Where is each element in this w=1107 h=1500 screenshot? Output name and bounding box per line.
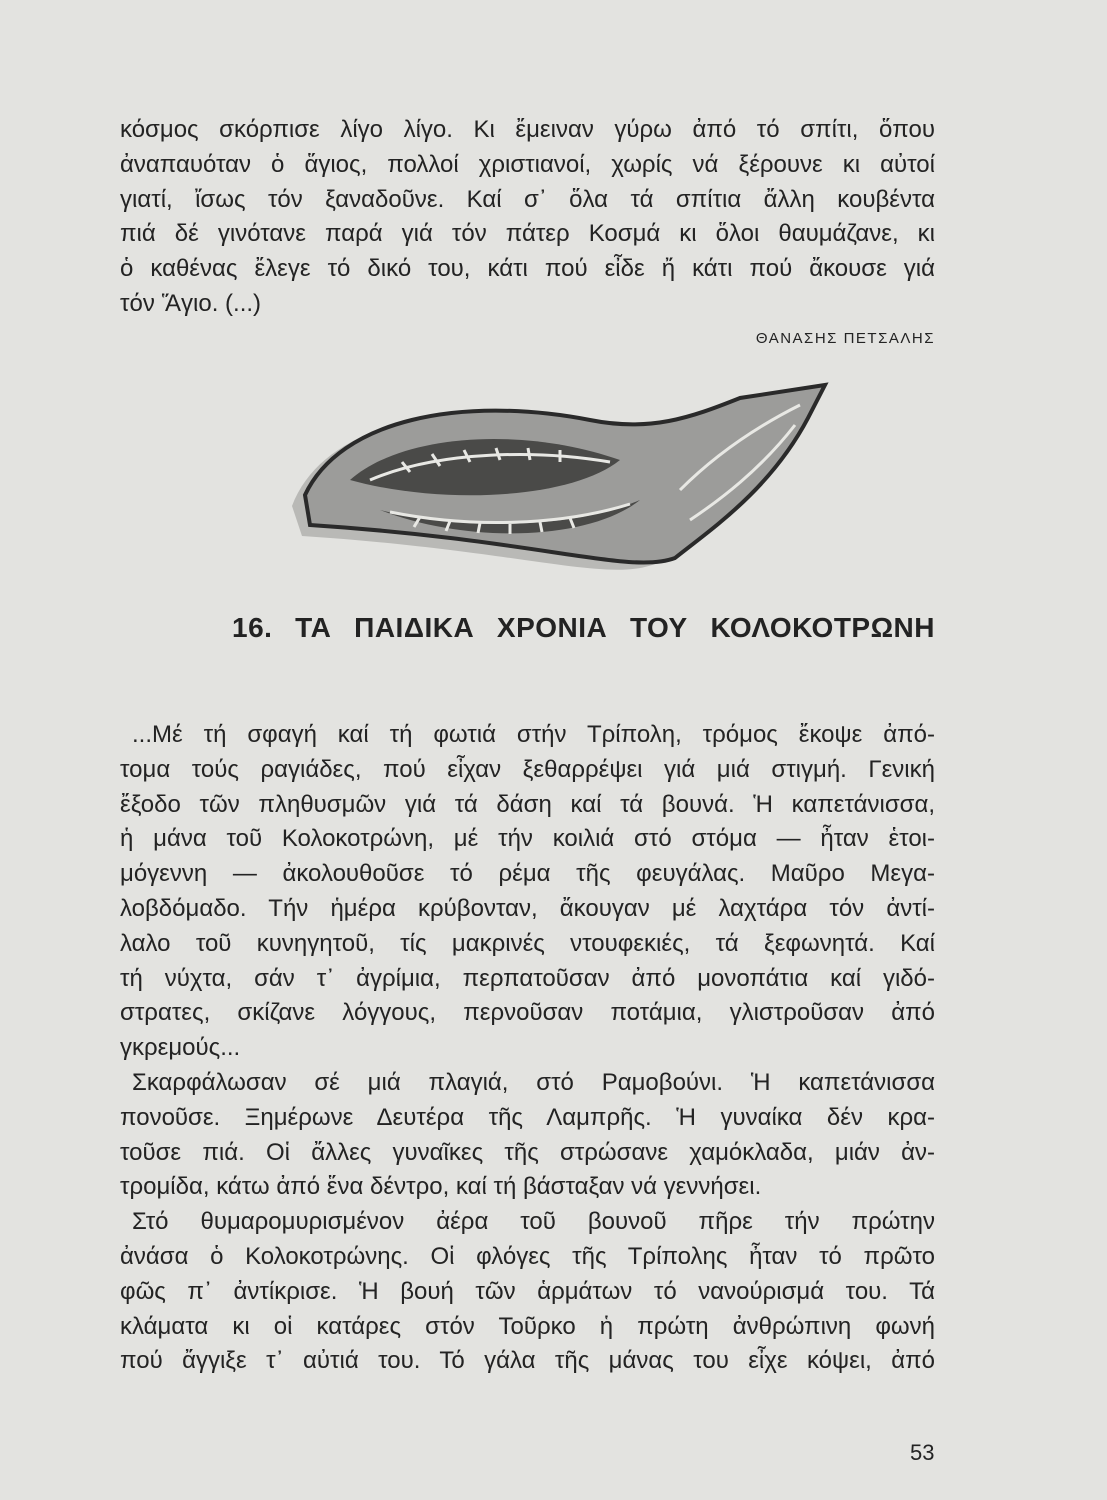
text-line: ...Μέ τή σφαγή καί τή φωτιά στήν Τρίπολη, τρόμος ἔκοψε ἀπό- [132,721,935,748]
text-line: φῶς π᾽ ἀντίκρισε. Ἡ βουή τῶν ἁρμάτων τό νανούρισμά του. Τά [120,1277,935,1305]
text-line: ὁ καθένας ἔλεγε τό δικό του, κάτι πού εἶδε ἤ κάτι πού ἄκουσε γιά [120,255,935,283]
text-line: γκρεμούς... [120,1034,241,1062]
text-line: Σκαρφάλωσαν σέ μιά πλαγιά, στό Ραμοβούνι. Ἡ καπετάνισσα [132,1068,935,1096]
text-line: λαλο τοῦ κυνηγητοῦ, τίς μακρινές ντουφεκιές, τά ξεφωνητά. Καί [120,929,935,957]
leaf-illustration [290,380,835,580]
text-line: ἀναπαυόταν ὁ ἅγιος, πολλοί χριστιανοί, χωρίς νά ξέρουνε κι αὐτοί [120,150,935,178]
text-line: ἔξοδο τῶν πληθυσμῶν γιά τά δάση καί τά βουνά. Ἡ καπετάνισσα, [120,790,935,818]
text-line: τομα τούς ραγιάδες, πού εἶχαν ξεθαρρέψει γιά μιά στιγμή. Γενική [120,755,935,783]
excerpt-text [120,113,935,322]
text-line: μόγεννη — ἀκολουθοῦσε τό ρέμα τῆς φευγάλας. Μαῦρο Μεγα- [120,860,935,888]
text-line: γιατί, ἴσως τόν ξαναδοῦνε. Καί σ᾽ ὅλα τά σπίτια ἄλλη κουβέντα [120,185,935,213]
page-number: 53 [910,1440,935,1465]
text-line: πού ἄγγιξε τ᾽ αὐτιά του. Τό γάλα τῆς μάνας του εἶχε κόψει, ἀπό [120,1347,935,1375]
text-line: κλάματα κι οἱ κατάρες στόν Τοῦρκο ἡ πρώτη ἀνθρώπινη φωνή [120,1312,935,1340]
text-line: τρομίδα, κάτω ἀπό ἕνα δέντρο, καί τή βάσταξαν νά γεννήσει. [120,1173,762,1201]
text-line: ἡ μάνα τοῦ Κολοκοτρώνη, μέ τήν κοιλιά στό στόμα — ἦταν ἑτοι- [120,825,935,853]
chapter-text [120,718,935,1379]
author-signature: ΘΑΝΑΣΗΣ ΠΕΤΣΑΛΗΣ [755,330,935,347]
text-line: πονοῦσε. Ξημέρωνε Δευτέρα τῆς Λαμπρῆς. Ἡ γυναίκα δέν κρα- [120,1103,935,1131]
text-line: τόν Ἅγιο. (...) [120,289,262,317]
text-line: λοβδόμαδο. Τήν ἡμέρα κρύβονταν, ἄκουγαν μέ λαχτάρα τόν ἀντί- [120,894,935,922]
text-line: ἀνάσα ὁ Κολοκοτρώνης. Οἱ φλόγες τῆς Τρίπολης ἦταν τό πρῶτο [120,1242,935,1270]
chapter-heading: 16. ΤΑ ΠΑΙΔΙΚΑ ΧΡΟΝΙΑ ΤΟΥ ΚΟΛΟΚΟΤΡΩΝΗ [232,612,935,643]
text-line: τή νύχτα, σάν τ᾽ ἀγρίμια, περπατοῦσαν ἀπό μονοπάτια καί γιδό- [120,964,935,992]
text-line: στρατες, σκίζανε λόγγους, περνοῦσαν ποτάμια, γλιστροῦσαν ἀπό [120,999,935,1027]
text-line: Στό θυμαρομυρισμένον ἀέρα τοῦ βουνοῦ πῆρε τήν πρώτην [132,1208,935,1236]
text-line: πιά δέ γινότανε παρά γιά τόν πάτερ Κοσμά κι ὅλοι θαυμάζανε, κι [120,220,935,248]
text-line: κόσμος σκόρπισε λίγο λίγο. Κι ἔμειναν γύρω ἀπό τό σπίτι, ὅπου [120,116,935,143]
leaf-drawing [292,385,825,570]
text-line: τοῦσε πιά. Οἱ ἄλλες γυναῖκες τῆς στρώσανε χαμόκλαδα, μιάν ἀν- [120,1138,935,1166]
